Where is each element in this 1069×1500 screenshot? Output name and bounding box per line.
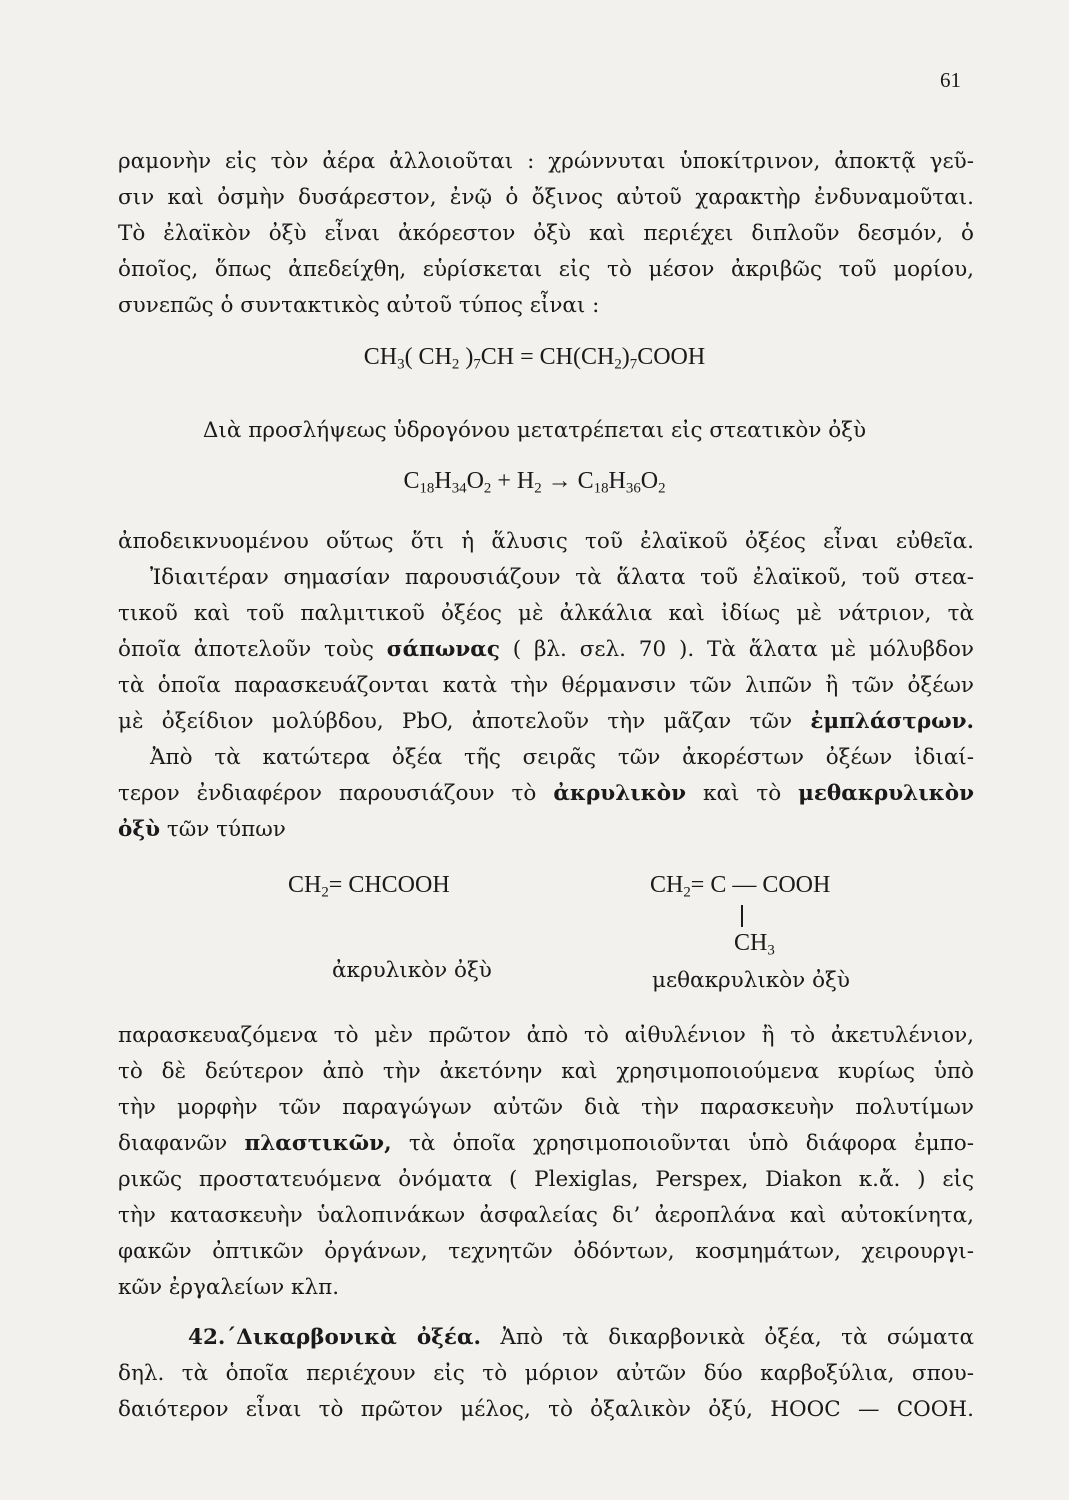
text-line: ρικῶς προστατευόμενα ὀνόματα ( Plexiglas, Perspex, Diakon κ.ἄ. ) εἰς [118, 1167, 974, 1192]
text-line: ὁποῖος, ὅπως ἀπεδείχθη, εὑρίσκεται εἰς τὸ μέσον ἀκριβῶς τοῦ μορίου, [118, 257, 974, 282]
text-line: τὴν μορφὴν τῶν παραγώγων αὐτῶν διὰ τὴν παρασκευὴν πολυτίμων [118, 1095, 974, 1120]
hydrogenation-line: Διὰ προσλήψεως ὑδρογόνου μετατρέπεται εἰς στεατικὸν ὀξὺ [202, 418, 867, 443]
bold-term: ἀκρυλικὸν [553, 781, 687, 806]
bold-term: ὀξὺ [118, 817, 160, 842]
text-line: τὰ ὁποῖα παρασκευάζονται κατὰ τὴν θέρμανσιν τῶν λιπῶν ἢ τῶν ὀξέων [118, 673, 974, 698]
methacrylic-acid-name: μεθακρυλικὸν ὀξὺ [652, 968, 850, 993]
text-line: μὲ ὀξείδιον μολύβδου, PbO, ἀποτελοῦν τὴν μᾶζαν τῶν ἐμπλάστρων. [118, 709, 974, 734]
text-line: ἀποδεικνυομένου οὕτως ὅτι ἡ ἅλυσις τοῦ ἐλαϊκοῦ ὀξέος εἶναι εὐθεῖα. [118, 529, 974, 554]
text-line: παρασκευαζόμενα τὸ μὲν πρῶτον ἀπὸ τὸ αἰθυλένιον ἢ τὸ ἀκετυλένιον, [118, 1023, 974, 1048]
text-line: τερον ἐνδιαφέρον παρουσιάζουν τὸ ἀκρυλικὸν καὶ τὸ μεθακρυλικὸν [118, 781, 974, 806]
text-line: συνεπῶς ὁ συντακτικὸς αὐτοῦ τύπος εἶναι : [118, 293, 600, 318]
text-line: σιν καὶ ὀσμὴν δυσάρεστον, ἐνῷ ὁ ὄξινος αὐτοῦ χαρακτὴρ ἐνδυναμοῦται. [118, 185, 974, 210]
text-line: δαιότερον εἶναι τὸ πρῶτον μέλος, τὸ ὀξαλικὸν ὀξύ, HOOC — COOH. [118, 1397, 974, 1422]
methyl-branch: $CH_3$ [734, 930, 775, 959]
methyl-branch-bond [741, 905, 743, 927]
hydrogenation-equation: $C_{18}H_{34}O_2 + H_2 \to C_{18}H_{36}O_2$ [403, 468, 666, 497]
bold-term: ἐμπλάστρων. [810, 709, 974, 734]
text-line: Ἰδιαιτέραν σημασίαν παρουσιάζουν τὰ ἅλατα τοῦ ἐλαϊκοῦ, τοῦ στεα- [150, 565, 974, 590]
text-line: κῶν ἐργαλείων κλπ. [118, 1275, 340, 1300]
acrylic-acid-name: ἀκρυλικὸν ὀξὺ [332, 958, 492, 983]
text-line: τὴν κατασκευὴν ὑαλοπινάκων ἀσφαλείας δι’ ἀεροπλάνα καὶ αὐτοκίνητα, [118, 1203, 974, 1228]
text-line: δηλ. τὰ ὁποῖα περιέχουν εἰς τὸ μόριον αὐτῶν δύο καρβοξύλια, σπου- [118, 1361, 974, 1386]
section-heading: 42.΄Δικαρβονικὰ ὀξέα. [188, 1325, 482, 1350]
oleic-acid-formula: $CH_3$( $CH_2$ )$_7CH$ = $CH(CH_2)_7COOH$ [363, 344, 706, 373]
bold-term: μεθακρυλικὸν [798, 781, 974, 806]
text-line: τικοῦ καὶ τοῦ παλμιτικοῦ ὀξέος μὲ ἀλκάλια καὶ ἰδίως μὲ νάτριον, τὰ [118, 601, 974, 626]
text-line: διαφανῶν πλαστικῶν, τὰ ὁποῖα χρησιμοποιοῦνται ὑπὸ διάφορα ἐμπο- [118, 1131, 974, 1156]
text-line: ὁποῖα ἀποτελοῦν τοὺς σάπωνας ( βλ. σελ. 70 ). Τὰ ἅλατα μὲ μόλυβδον [118, 637, 974, 662]
text-line: φακῶν ὀπτικῶν ὀργάνων, τεχνητῶν ὀδόντων, κοσμημάτων, χειρουργι- [118, 1239, 974, 1264]
page-number: 61 [940, 68, 961, 92]
bold-term: σάπωνας [386, 637, 500, 662]
text-line: Τὸ ἐλαϊκὸν ὀξὺ εἶναι ἀκόρεστον ὀξὺ καὶ περιέχει διπλοῦν δεσμόν, ὁ [118, 221, 974, 246]
text-line: ραμονὴν εἰς τὸν ἀέρα ἀλλοιοῦται : χρώννυται ὑποκίτρινον, ἀποκτᾷ γεῦ- [118, 149, 974, 174]
methacrylic-acid-formula: $CH_2= C$ — COOH [650, 872, 831, 901]
section-42-first-line: 42.΄Δικαρβονικὰ ὀξέα. Ἀπὸ τὰ δικαρβονικὰ ὀξέα, τὰ σώματα [188, 1325, 974, 1350]
text-line: τὸ δὲ δεύτερον ἀπὸ τὴν ἀκετόνην καὶ χρησιμοποιούμενα κυρίως ὑπὸ [118, 1059, 974, 1084]
bold-term: πλαστικῶν, [244, 1131, 392, 1156]
acrylic-acid-formula: $CH_2=$ CHCOOH [288, 872, 450, 901]
text-line: Ἀπὸ τὰ κατώτερα ὀξέα τῆς σειρᾶς τῶν ἀκορέστων ὀξέων ἰδιαί- [150, 745, 974, 770]
text-line: ὀξὺ τῶν τύπων [118, 817, 286, 842]
